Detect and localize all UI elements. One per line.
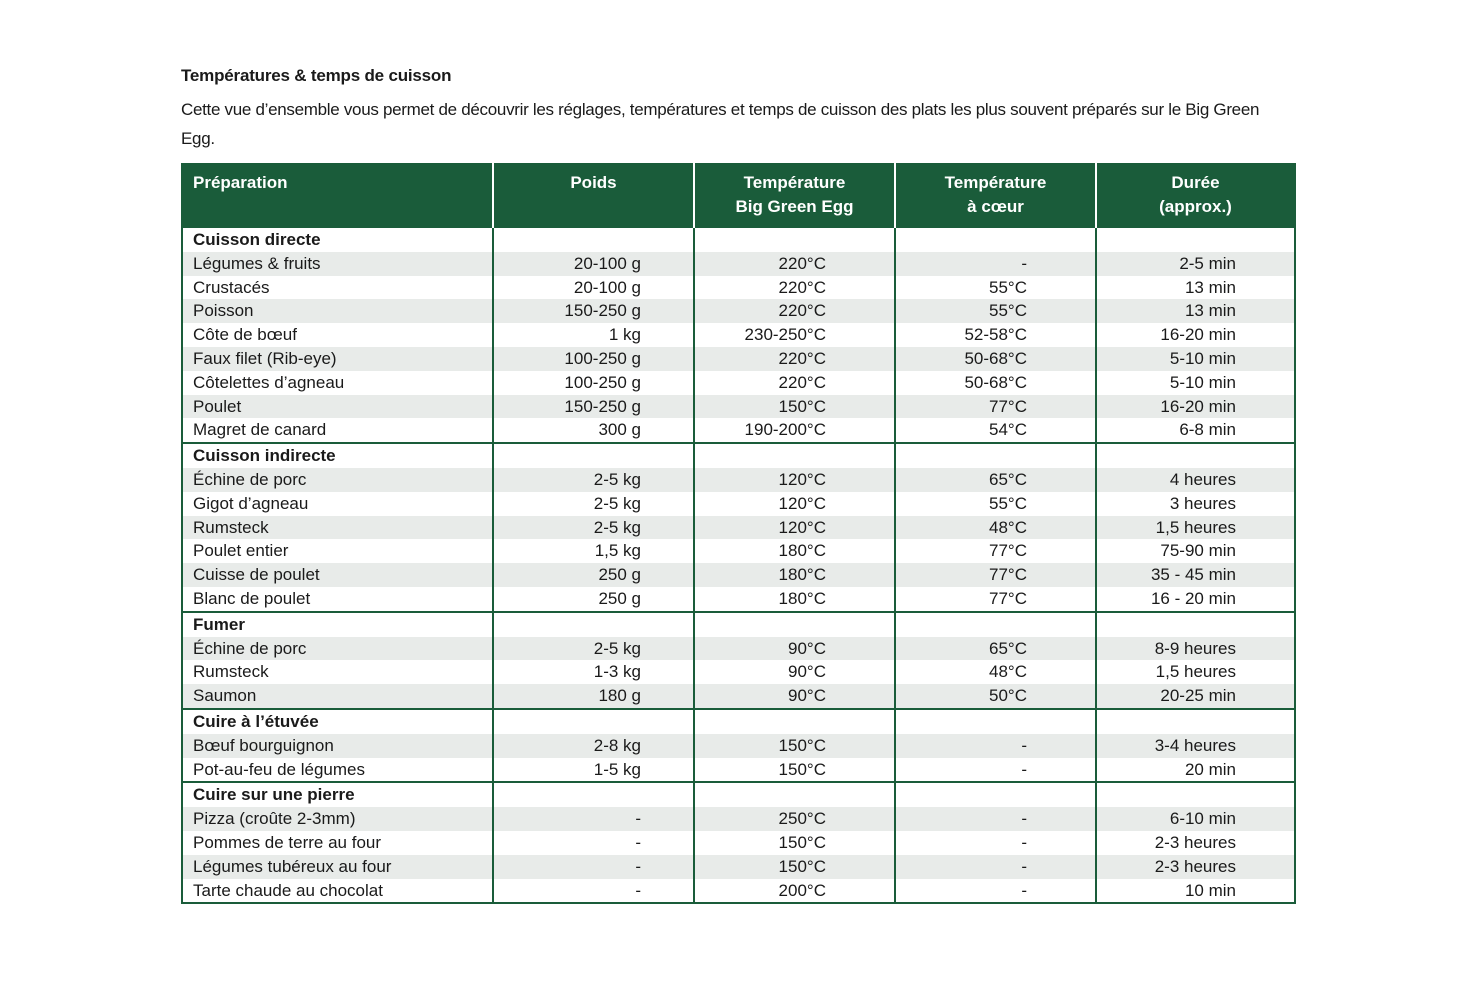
empty-cell — [1096, 443, 1295, 468]
bge-temp-cell: 220°C — [694, 276, 895, 300]
bge-temp-cell: 120°C — [694, 468, 895, 492]
weight-cell: 100-250 g — [493, 347, 694, 371]
core-temp-cell: - — [895, 758, 1096, 783]
weight-cell: 1-3 kg — [493, 660, 694, 684]
duration-cell: 20 min — [1096, 758, 1295, 783]
document-intro: Cette vue d’ensemble vous permet de découvrir les réglages, températures et temps de cuisson des plats les plus souvent préparés sur le Big Green Egg. — [181, 100, 1260, 148]
duration-cell: 16-20 min — [1096, 395, 1295, 419]
duration-cell: 5-10 min — [1096, 371, 1295, 395]
core-temp-cell: 55°C — [895, 299, 1096, 323]
weight-cell: 150-250 g — [493, 299, 694, 323]
table-row — [182, 758, 1295, 783]
core-temp-cell: 54°C — [895, 418, 1096, 443]
duration-cell: 6-8 min — [1096, 418, 1295, 443]
empty-cell — [493, 227, 694, 252]
core-temp-cell: 48°C — [895, 516, 1096, 540]
empty-cell — [493, 782, 694, 807]
duration-cell: 1,5 heures — [1096, 660, 1295, 684]
weight-cell: 1-5 kg — [493, 758, 694, 783]
table-row — [182, 323, 1295, 347]
preparation-cell: Faux filet (Rib-eye) — [182, 347, 493, 371]
bge-temp-cell: 150°C — [694, 855, 895, 879]
table-row — [182, 563, 1295, 587]
bge-temp-cell: 90°C — [694, 684, 895, 709]
preparation-cell: Rumsteck — [182, 660, 493, 684]
empty-cell — [895, 782, 1096, 807]
empty-cell — [694, 227, 895, 252]
empty-cell — [694, 443, 895, 468]
section-title: Cuisson indirecte — [182, 443, 493, 468]
bge-temp-cell: 250°C — [694, 807, 895, 831]
duration-cell: 6-10 min — [1096, 807, 1295, 831]
bge-temp-cell: 190-200°C — [694, 418, 895, 443]
weight-cell: 2-5 kg — [493, 516, 694, 540]
section-row — [182, 612, 1295, 637]
duration-cell: 2-3 heures — [1096, 831, 1295, 855]
bge-temp-cell: 150°C — [694, 395, 895, 419]
preparation-cell: Poisson — [182, 299, 493, 323]
table-header — [182, 164, 1295, 227]
preparation-cell: Magret de canard — [182, 418, 493, 443]
duration-cell: 2-3 heures — [1096, 855, 1295, 879]
header-core-temp-line2: à cœur — [967, 197, 1024, 216]
bge-temp-cell: 180°C — [694, 539, 895, 563]
table-row — [182, 734, 1295, 758]
duration-cell: 1,5 heures — [1096, 516, 1295, 540]
header-duration-line1: Durée — [1171, 173, 1220, 192]
table-row — [182, 587, 1295, 612]
weight-cell: 100-250 g — [493, 371, 694, 395]
bge-temp-cell: 120°C — [694, 516, 895, 540]
core-temp-cell: 65°C — [895, 637, 1096, 661]
weight-cell: 180 g — [493, 684, 694, 709]
empty-cell — [493, 612, 694, 637]
duration-cell: 35 - 45 min — [1096, 563, 1295, 587]
table-row — [182, 637, 1295, 661]
bge-temp-cell: 220°C — [694, 371, 895, 395]
table-row — [182, 299, 1295, 323]
core-temp-cell: - — [895, 807, 1096, 831]
duration-cell: 16-20 min — [1096, 323, 1295, 347]
empty-cell — [895, 612, 1096, 637]
header-duration-line2: (approx.) — [1159, 197, 1232, 216]
empty-cell — [694, 612, 895, 637]
weight-cell: 150-250 g — [493, 395, 694, 419]
table-row — [182, 539, 1295, 563]
duration-cell: 4 heures — [1096, 468, 1295, 492]
table-row — [182, 516, 1295, 540]
table-row — [182, 879, 1295, 904]
table-row — [182, 276, 1295, 300]
header-bge-temp-line1: Température — [743, 173, 846, 192]
core-temp-cell: 77°C — [895, 587, 1096, 612]
header-weight-label: Poids — [570, 173, 617, 192]
table-row — [182, 347, 1295, 371]
header-row — [182, 164, 1295, 227]
header-duration — [1096, 164, 1295, 227]
table-row — [182, 252, 1295, 276]
table-row — [182, 831, 1295, 855]
weight-cell: - — [493, 879, 694, 904]
empty-cell — [694, 709, 895, 734]
header-preparation — [182, 164, 493, 227]
weight-cell: 2-8 kg — [493, 734, 694, 758]
header-core-temp — [895, 164, 1096, 227]
core-temp-cell: 52-58°C — [895, 323, 1096, 347]
section-title: Cuire sur une pierre — [182, 782, 493, 807]
section-row — [182, 782, 1295, 807]
preparation-cell: Côtelettes d’agneau — [182, 371, 493, 395]
bge-temp-cell: 180°C — [694, 563, 895, 587]
weight-cell: 300 g — [493, 418, 694, 443]
preparation-cell: Pizza (croûte 2-3mm) — [182, 807, 493, 831]
bge-temp-cell: 200°C — [694, 879, 895, 904]
empty-cell — [694, 782, 895, 807]
empty-cell — [1096, 709, 1295, 734]
weight-cell: - — [493, 855, 694, 879]
core-temp-cell: 77°C — [895, 539, 1096, 563]
duration-cell: 2-5 min — [1096, 252, 1295, 276]
preparation-cell: Pommes de terre au four — [182, 831, 493, 855]
core-temp-cell: 50-68°C — [895, 371, 1096, 395]
duration-cell: 13 min — [1096, 276, 1295, 300]
section-row — [182, 227, 1295, 252]
section-title: Cuire à l’étuvée — [182, 709, 493, 734]
empty-cell — [493, 709, 694, 734]
preparation-cell: Saumon — [182, 684, 493, 709]
table-row — [182, 807, 1295, 831]
weight-cell: 1,5 kg — [493, 539, 694, 563]
preparation-cell: Rumsteck — [182, 516, 493, 540]
header-weight — [493, 164, 694, 227]
core-temp-cell: 48°C — [895, 660, 1096, 684]
preparation-cell: Poulet entier — [182, 539, 493, 563]
table-row — [182, 684, 1295, 709]
core-temp-cell: 50°C — [895, 684, 1096, 709]
core-temp-cell: 50-68°C — [895, 347, 1096, 371]
preparation-cell: Échine de porc — [182, 637, 493, 661]
table-row — [182, 468, 1295, 492]
preparation-cell: Côte de bœuf — [182, 323, 493, 347]
duration-cell: 5-10 min — [1096, 347, 1295, 371]
weight-cell: 1 kg — [493, 323, 694, 347]
weight-cell: 250 g — [493, 563, 694, 587]
table-row — [182, 395, 1295, 419]
duration-cell: 3 heures — [1096, 492, 1295, 516]
empty-cell — [1096, 782, 1295, 807]
table-row — [182, 371, 1295, 395]
core-temp-cell: - — [895, 879, 1096, 904]
document-title: Températures & temps de cuisson — [181, 66, 452, 85]
table-row — [182, 855, 1295, 879]
bge-temp-cell: 220°C — [694, 252, 895, 276]
core-temp-cell: 77°C — [895, 563, 1096, 587]
bge-temp-cell: 220°C — [694, 347, 895, 371]
preparation-cell: Poulet — [182, 395, 493, 419]
weight-cell: 2-5 kg — [493, 637, 694, 661]
section-title: Fumer — [182, 612, 493, 637]
core-temp-cell: - — [895, 734, 1096, 758]
duration-cell: 75-90 min — [1096, 539, 1295, 563]
table-row — [182, 418, 1295, 443]
section-row — [182, 443, 1295, 468]
preparation-cell: Légumes & fruits — [182, 252, 493, 276]
core-temp-cell: 65°C — [895, 468, 1096, 492]
bge-temp-cell: 150°C — [694, 831, 895, 855]
preparation-cell: Crustacés — [182, 276, 493, 300]
table-row — [182, 492, 1295, 516]
duration-cell: 3-4 heures — [1096, 734, 1295, 758]
bge-temp-cell: 180°C — [694, 587, 895, 612]
header-bge-temp-line2: Big Green Egg — [735, 197, 854, 216]
weight-cell: 20-100 g — [493, 252, 694, 276]
bge-temp-cell: 150°C — [694, 758, 895, 783]
empty-cell — [1096, 227, 1295, 252]
bge-temp-cell: 220°C — [694, 299, 895, 323]
duration-cell: 10 min — [1096, 879, 1295, 904]
preparation-cell: Légumes tubéreux au four — [182, 855, 493, 879]
duration-cell: 20-25 min — [1096, 684, 1295, 709]
weight-cell: 20-100 g — [493, 276, 694, 300]
cooking-table — [181, 163, 1296, 904]
duration-cell: 16 - 20 min — [1096, 587, 1295, 612]
bge-temp-cell: 90°C — [694, 637, 895, 661]
weight-cell: 2-5 kg — [493, 468, 694, 492]
section-row — [182, 709, 1295, 734]
weight-cell: 2-5 kg — [493, 492, 694, 516]
preparation-cell: Tarte chaude au chocolat — [182, 879, 493, 904]
table-row — [182, 660, 1295, 684]
core-temp-cell: - — [895, 252, 1096, 276]
table-body — [182, 227, 1295, 903]
header-bge-temp — [694, 164, 895, 227]
bge-temp-cell: 120°C — [694, 492, 895, 516]
duration-cell: 13 min — [1096, 299, 1295, 323]
empty-cell — [895, 443, 1096, 468]
preparation-cell: Échine de porc — [182, 468, 493, 492]
header-core-temp-line1: Température — [944, 173, 1047, 192]
core-temp-cell: 55°C — [895, 276, 1096, 300]
core-temp-cell: 55°C — [895, 492, 1096, 516]
empty-cell — [895, 709, 1096, 734]
header-preparation-label: Préparation — [193, 173, 288, 192]
weight-cell: 250 g — [493, 587, 694, 612]
preparation-cell: Bœuf bourguignon — [182, 734, 493, 758]
core-temp-cell: - — [895, 855, 1096, 879]
bge-temp-cell: 230-250°C — [694, 323, 895, 347]
empty-cell — [895, 227, 1096, 252]
preparation-cell: Gigot d’agneau — [182, 492, 493, 516]
core-temp-cell: 77°C — [895, 395, 1096, 419]
weight-cell: - — [493, 831, 694, 855]
weight-cell: - — [493, 807, 694, 831]
bge-temp-cell: 150°C — [694, 734, 895, 758]
preparation-cell: Pot-au-feu de légumes — [182, 758, 493, 783]
preparation-cell: Blanc de poulet — [182, 587, 493, 612]
bge-temp-cell: 90°C — [694, 660, 895, 684]
empty-cell — [1096, 612, 1295, 637]
preparation-cell: Cuisse de poulet — [182, 563, 493, 587]
core-temp-cell: - — [895, 831, 1096, 855]
duration-cell: 8-9 heures — [1096, 637, 1295, 661]
empty-cell — [493, 443, 694, 468]
section-title: Cuisson directe — [182, 227, 493, 252]
